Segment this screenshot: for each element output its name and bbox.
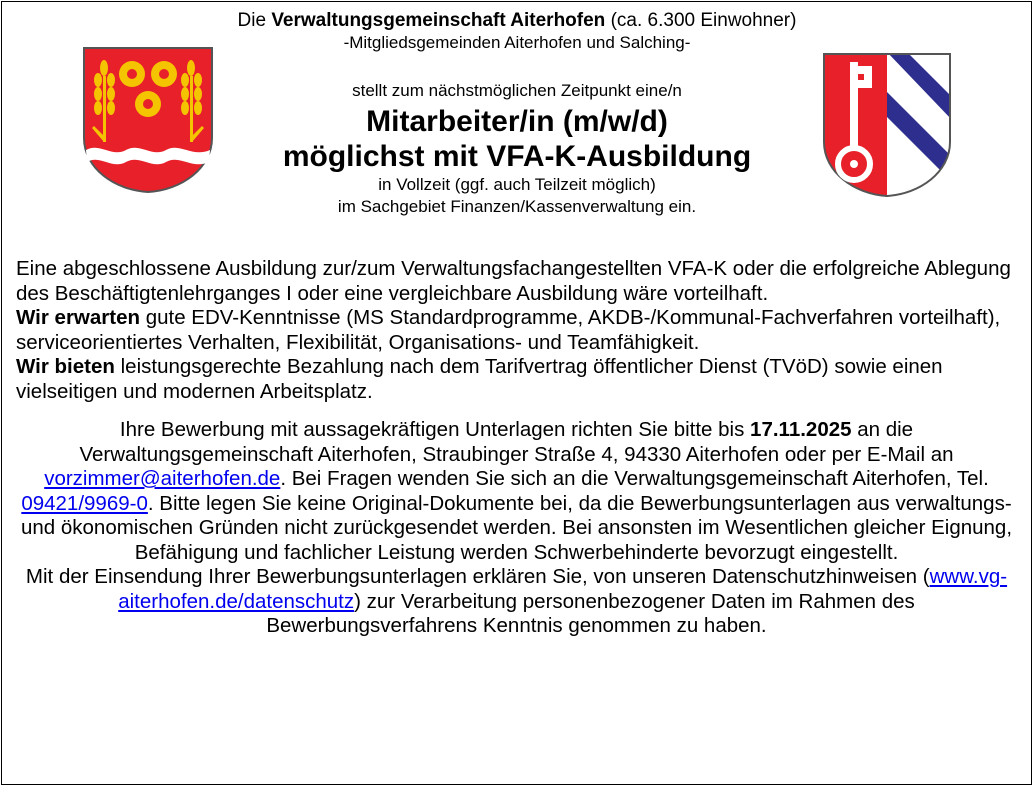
expectations-paragraph bbox=[16, 306, 1017, 355]
department: im Sachgebiet Finanzen/Kassenverwaltung ein. bbox=[337, 197, 697, 216]
job-advertisement bbox=[1, 1, 1032, 785]
org-prefix: Die bbox=[237, 10, 272, 31]
application-text-4: . Bitte legen Sie keine Original-Dokumente bei, da die Bewerbungsunterlagen aus verwaltungs- und ökonomischen Gründen nicht zurückgesendet werden. Bei ansonsten im Wesentlichen gleicher Eignung, Befähigung und fachlicher Leistung werden Schwerbehinderte bevorzugt eingestellt. bbox=[20, 491, 1013, 564]
org-line bbox=[152, 9, 882, 32]
job-subtitle: möglichst mit VFA-K-Ausbildung bbox=[282, 140, 752, 173]
application-deadline: 17.11.2025 bbox=[750, 418, 852, 441]
employment-type: in Vollzeit (ggf. auch Teilzeit möglich) bbox=[378, 175, 656, 194]
intro-line: stellt zum nächstmöglichen Zeitpunkt eine/n bbox=[352, 81, 682, 100]
ad-body bbox=[16, 257, 1017, 639]
offer-label: Wir bieten bbox=[16, 355, 115, 378]
offer-paragraph bbox=[16, 355, 1017, 404]
email-link[interactable]: vorzimmer@aiterhofen.de bbox=[44, 467, 281, 490]
member-municipalities: -Mitgliedsgemeinden Aiterhofen und Salching- bbox=[343, 33, 691, 52]
privacy-text-2: ) zur Verarbeitung personenbezogener Daten im Rahmen des Bewerbungsverfahrens Kenntnis genommen zu haben. bbox=[266, 589, 915, 637]
application-text-3: . Bei Fragen wenden Sie sich an die Verwaltungsgemeinschaft Aiterhofen, Tel. bbox=[280, 467, 989, 490]
header-text bbox=[152, 9, 882, 218]
expectations-text: gute EDV-Kenntnisse (MS Standardprogramme, AKDB-/Kommunal-Fachverfahren vorteilhaft), serviceorientiertes Verhalten, Flexibilität, Organisations- und Teamfähigkeit. bbox=[16, 306, 1001, 354]
job-title: Mitarbeiter/in (m/w/d) bbox=[366, 105, 668, 138]
privacy-text-1: Mit der Einsendung Ihrer Bewerbungsunterlagen erklären Sie, von unseren Datenschutzhinweisen ( bbox=[25, 565, 930, 588]
ad-header bbox=[2, 2, 1031, 254]
offer-text: leistungsgerechte Bezahlung nach dem Tarifvertrag öffentlicher Dienst (TVöD) sowie einen vielseitigen und modernen Arbeitsplatz. bbox=[16, 355, 943, 403]
application-paragraph bbox=[16, 418, 1017, 565]
application-text-2: an die Verwaltungsgemeinschaft Aiterhofen, Straubinger Straße 4, 94330 Aiterhofen oder per E-Mail an bbox=[79, 418, 954, 466]
org-name: Verwaltungsgemeinschaft Aiterhofen bbox=[271, 10, 606, 31]
privacy-link[interactable]: www.vg-aiterhofen.de/datenschutz bbox=[118, 565, 1008, 613]
org-suffix: (ca. 6.300 Einwohner) bbox=[605, 10, 797, 31]
privacy-paragraph bbox=[16, 565, 1017, 639]
qualification-paragraph: Eine abgeschlossene Ausbildung zur/zum Verwaltungsfachangestellten VFA-K oder die erfolgreiche Ablegung des Beschäftigtenlehrganges I oder eine vergleichbare Ausbildung wäre vorteilhaft. bbox=[16, 257, 1011, 305]
expectations-label: Wir erwarten bbox=[16, 306, 140, 329]
application-text-1: Ihre Bewerbung mit aussagekräftigen Unterlagen richten Sie bitte bis bbox=[119, 418, 751, 441]
phone-link[interactable]: 09421/9969-0 bbox=[21, 491, 148, 515]
